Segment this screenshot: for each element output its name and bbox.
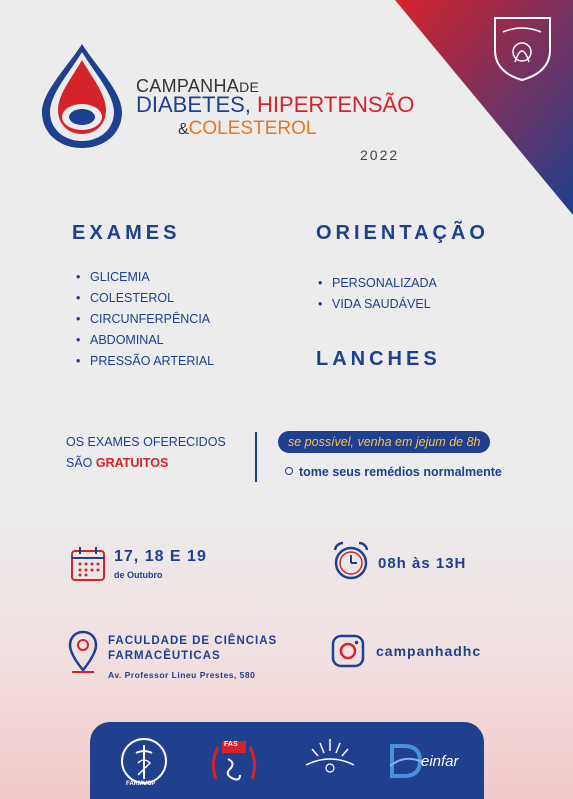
event-hours: 08h às 13H: [378, 555, 467, 572]
alarm-clock-icon: [331, 540, 371, 582]
university-crest-icon: [485, 10, 560, 85]
exames-list: [76, 267, 214, 372]
instagram-icon: [331, 634, 365, 668]
list-item: • PRESSÃO ARTERIAL: [76, 351, 214, 372]
circle-bullet-icon: [285, 467, 293, 475]
list-item: • VIDA SAUDÁVEL: [318, 294, 437, 315]
campaign-year: 2022: [360, 147, 400, 163]
location-address: Av. Professor Lineu Prestes, 580: [108, 670, 256, 680]
instagram-handle: campanhadhc: [376, 643, 482, 659]
sunburst-logo: [300, 735, 360, 785]
deinfar-logo: [388, 742, 422, 780]
divider: [255, 432, 257, 482]
event-month: de Outubro: [114, 570, 163, 580]
list-item: • COLESTEROL: [76, 288, 214, 309]
calendar-icon: [70, 546, 106, 582]
lanches-heading: LANCHES: [316, 348, 441, 370]
campaign-title-line1: CAMPANHADE: [136, 76, 260, 96]
list-item: • ABDOMINAL: [76, 330, 214, 351]
location-name: FACULDADE DE CIÊNCIAS FARMACÊUTICAS: [108, 635, 278, 662]
campaign-title-line2: DIABETES, HIPERTENSÃO: [136, 92, 415, 117]
fasting-badge: se possível, venha em jejum de 8h: [278, 431, 490, 453]
list-item: • PERSONALIZADA: [318, 273, 437, 294]
exames-heading: EXAMES: [72, 222, 181, 244]
orientacao-heading: ORIENTAÇÃO: [316, 222, 489, 244]
location-pin-icon: [68, 630, 98, 674]
list-item: • GLICEMIA: [76, 267, 214, 288]
list-item: • CIRCUNFERPÊNCIA: [76, 309, 214, 330]
fas-label: FAS: [224, 741, 238, 748]
farmusp-label: FARMUSP: [126, 781, 156, 787]
deinfar-label: einfar: [421, 753, 459, 770]
event-dates: 17, 18 E 19: [114, 548, 207, 565]
medicine-note: tome seus remédios normalmente: [285, 465, 502, 479]
free-exams-note: OS EXAMES OFERECIDOS SÃO GRATUITOS: [66, 435, 226, 470]
orientacao-list: [318, 273, 437, 315]
blood-drop-logo: [38, 42, 126, 150]
campaign-title-line3: &COLESTEROL: [178, 118, 317, 139]
